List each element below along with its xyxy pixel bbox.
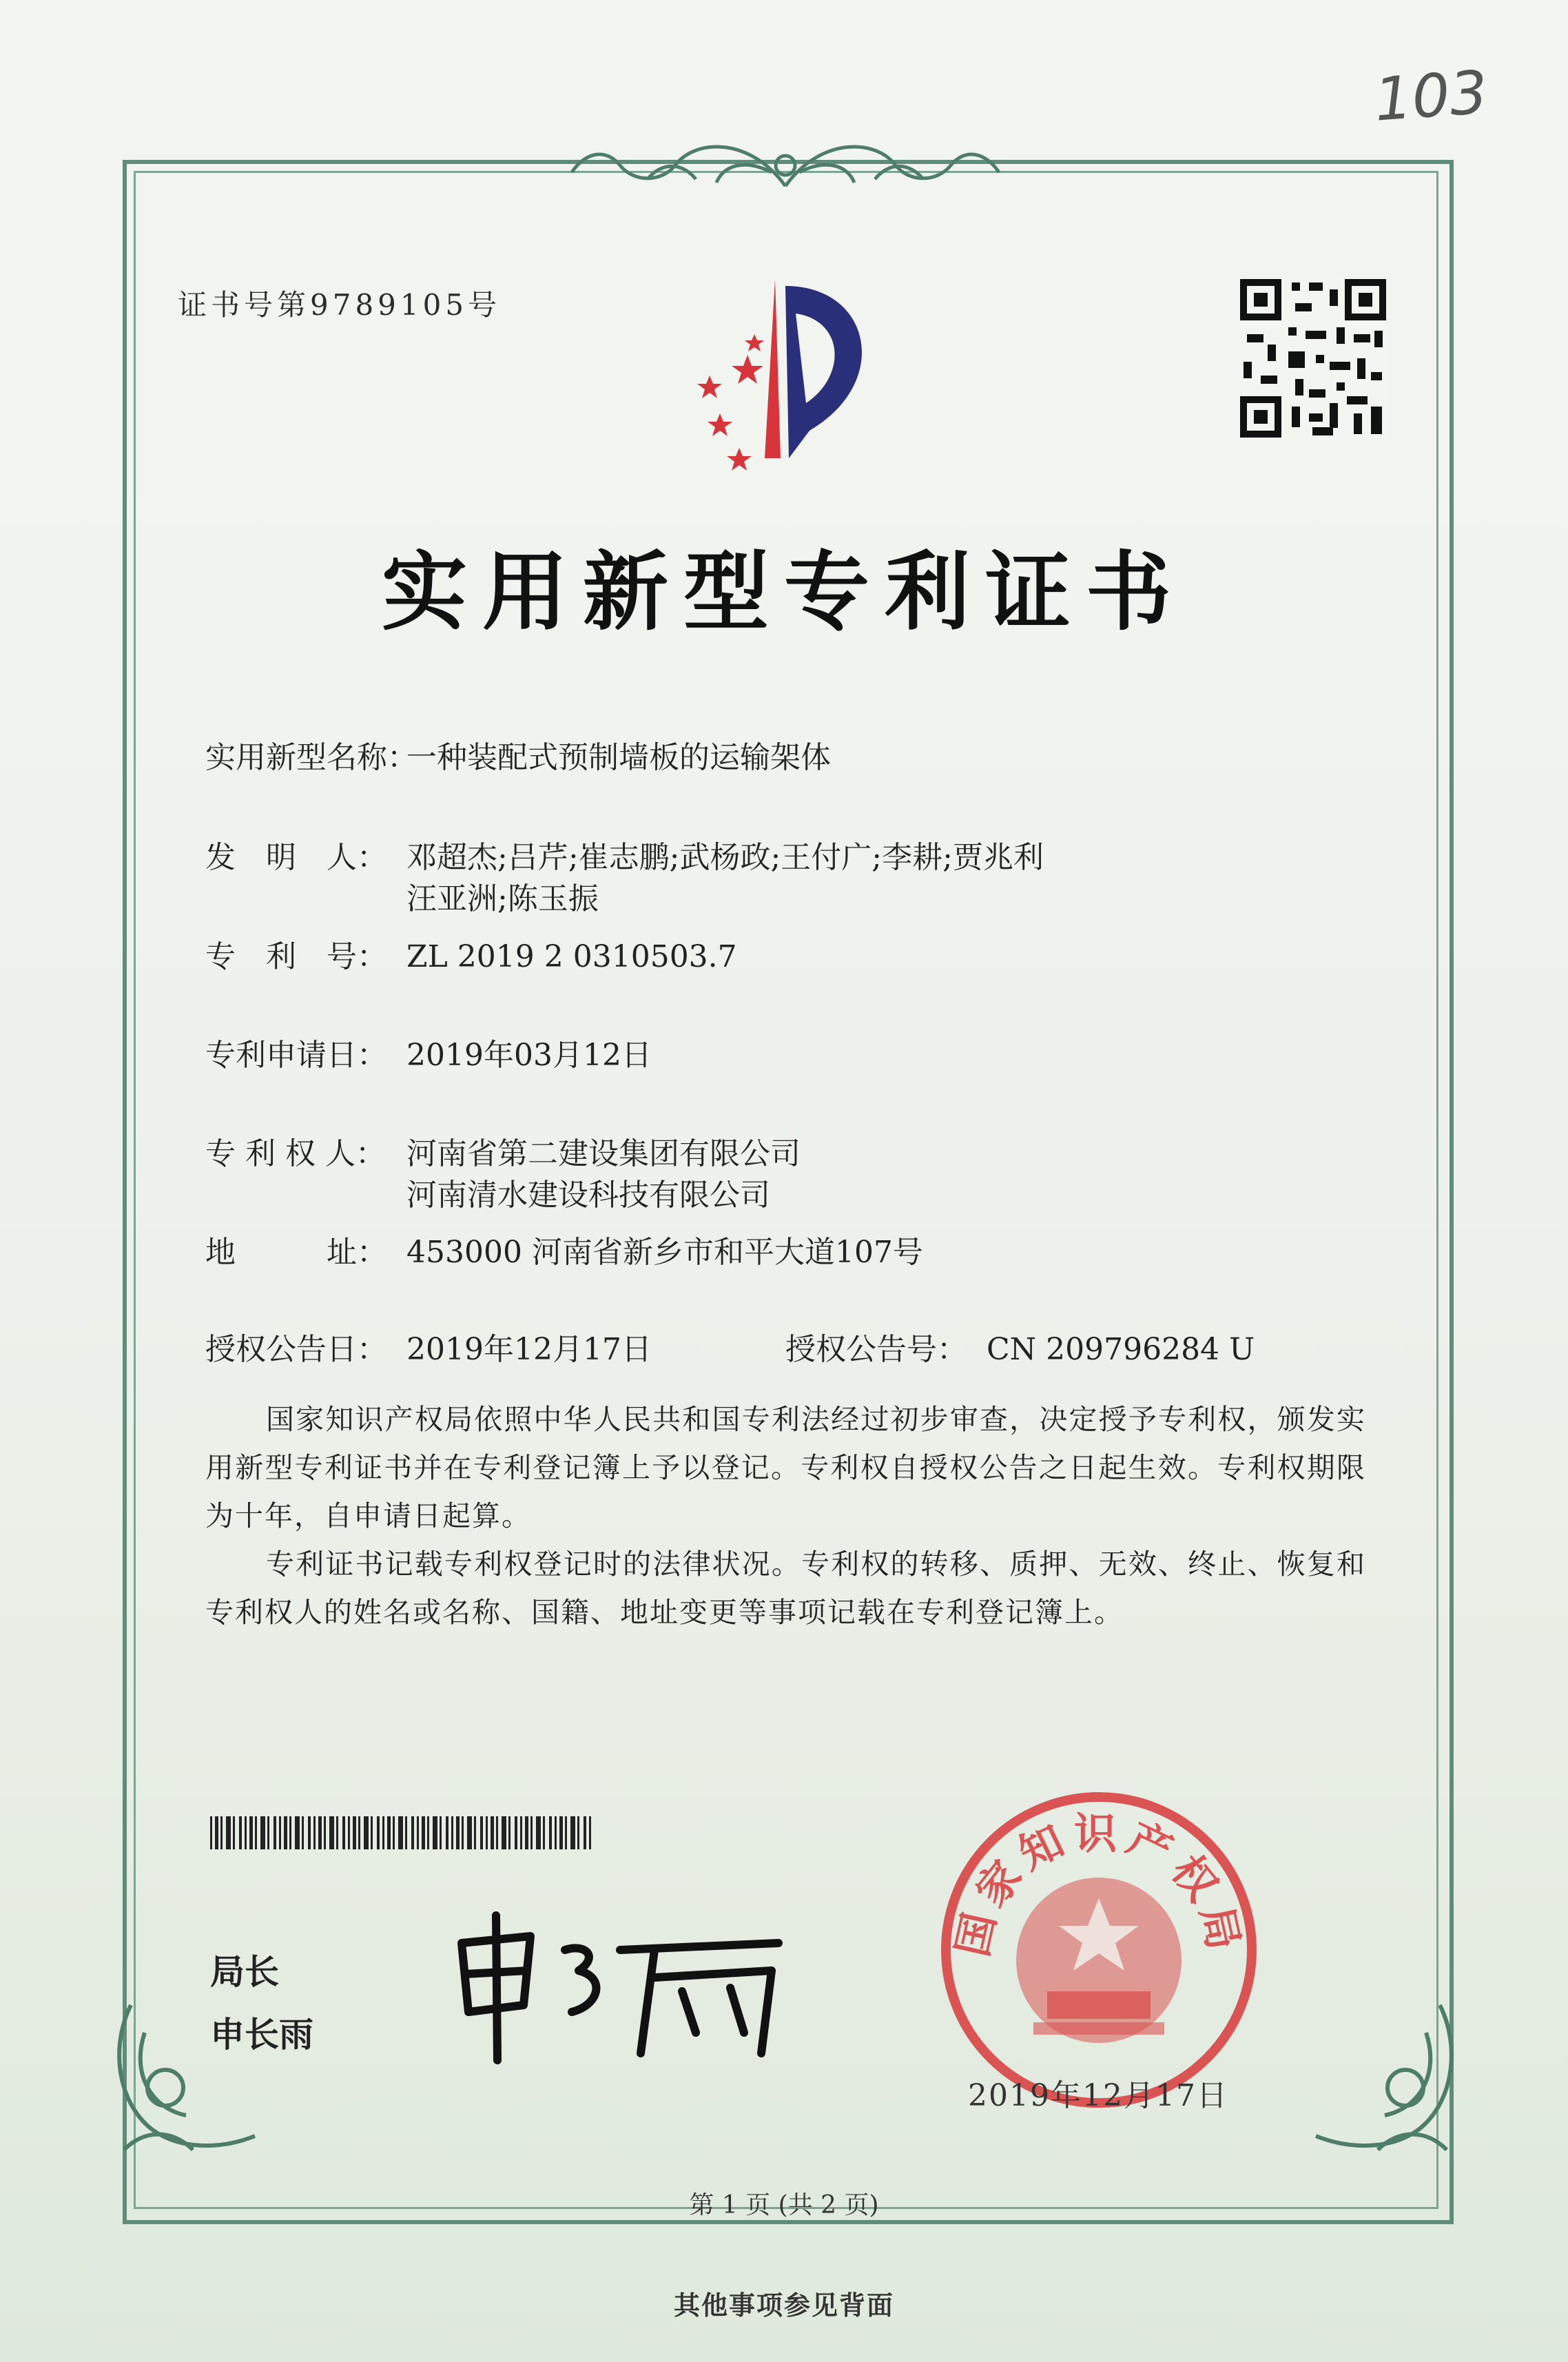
field-inventors-line2: 汪亚洲;陈玉振 xyxy=(406,881,599,916)
field-patentee xyxy=(205,1129,801,1173)
field-grant-announcement-date xyxy=(205,1324,652,1368)
top-ornament xyxy=(565,124,1006,200)
field-value: 2019年03月12日 xyxy=(406,1038,652,1073)
field-label: 专 利 权 人： xyxy=(205,1136,386,1171)
field-address xyxy=(205,1227,923,1271)
field-label: 发 明 人： xyxy=(205,840,387,875)
field-value: 453000 河南省新乡市和平大道107号 xyxy=(406,1235,923,1270)
field-value: CN 209796284 U xyxy=(987,1332,1255,1367)
field-patent-number xyxy=(205,932,737,976)
seal-text: 国家知识产权局 xyxy=(947,1808,1251,1961)
field-value: 一种装配式预制墙板的运输架体 xyxy=(406,740,831,775)
field-label: 授权公告号： xyxy=(785,1332,967,1367)
certificate-title: 实用新型专利证书 xyxy=(381,543,1186,642)
field-value: 2019年12月17日 xyxy=(406,1332,652,1367)
field-inventors xyxy=(205,832,1044,876)
director-signature xyxy=(448,1902,792,2067)
field-grant-announcement-number xyxy=(785,1324,1255,1368)
handwritten-note: 103 xyxy=(1372,58,1490,135)
grant-statement-paragraph: 国家知识产权局依照中华人民共和国专利法经过初步审查，决定授予专利权，颁发实用新型专利证书并在专利登记簿上予以登记。专利权自授权公告之日起生效。专利权期限为十年，自申请日起算。 xyxy=(205,1403,1366,1532)
field-label: 专 利 号： xyxy=(205,939,387,974)
field-application-date xyxy=(205,1030,652,1074)
page-number: 第 1 页 (共 2 页) xyxy=(689,2191,879,2219)
barcode xyxy=(210,1816,596,1849)
director-name: 申长雨 xyxy=(210,2015,313,2055)
corner-ornament-right xyxy=(1288,1991,1467,2170)
field-label: 实用新型名称： xyxy=(205,740,417,775)
field-label: 授权公告日： xyxy=(205,1332,387,1367)
field-value: 河南省第二建设集团有限公司 xyxy=(406,1136,801,1171)
official-seal xyxy=(933,1785,1264,2115)
field-label: 地 址： xyxy=(205,1235,387,1270)
certificate-number: 证书号第9789105号 xyxy=(178,288,502,322)
patent-office-emblem xyxy=(672,272,906,472)
field-value: ZL 2019 2 0310503.7 xyxy=(406,939,737,974)
footer-note: 其他事项参见背面 xyxy=(673,2290,894,2321)
qr-code xyxy=(1240,279,1386,438)
field-patentee-line2: 河南清水建设科技有限公司 xyxy=(406,1178,770,1213)
field-value: 邓超杰;吕芹;崔志鹏;武杨政;王付广;李耕;贾兆利 xyxy=(406,840,1044,875)
director-title: 局长 xyxy=(210,1952,279,1992)
field-label: 专利申请日： xyxy=(205,1038,387,1073)
field-utility-model-name xyxy=(205,732,831,777)
seal-date: 2019年12月17日 xyxy=(968,2078,1228,2113)
legal-status-paragraph: 专利证书记载专利权登记时的法律状况。专利权的转移、质押、无效、终止、恢复和专利权人的姓名或名称、国籍、地址变更等事项记载在专利登记簿上。 xyxy=(205,1548,1366,1629)
